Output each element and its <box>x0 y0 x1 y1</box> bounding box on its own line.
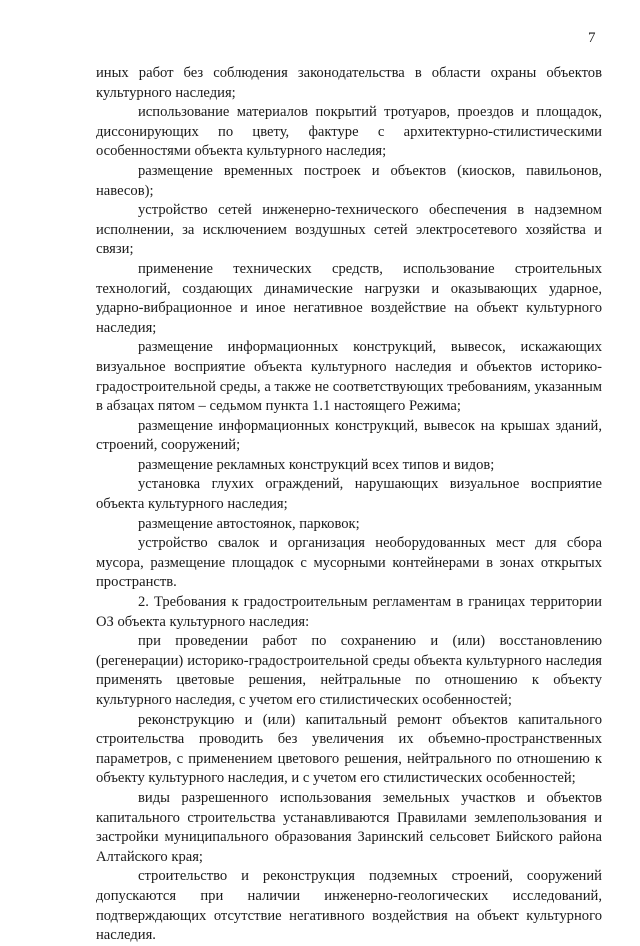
paragraph: виды разрешенного использования земельных участков и объектов капитального строительства устанавливаются Правилами землепользования и застройки муниципального образования Заринский сельсовет Бийского района Алтайского края; <box>96 789 602 865</box>
paragraph: размещение рекламных конструкций всех типов и видов; <box>138 456 495 473</box>
paragraph: строительство и реконструкция подземных строений, сооружений допускаются при наличии инженерно-геологических исследований, подтверждающих отсутствие негативного воздействия на объект культурного наследия. <box>96 868 602 944</box>
paragraph: устройство свалок и организация необорудованных мест для сбора мусора, размещение площадок с мусорными контейнерами в зонах открытых пространств. <box>96 535 602 591</box>
paragraph: реконструкцию и (или) капитальный ремонт объектов капитального строительства проводить без увеличения их объемно-пространственных параметров, с применением цветового решения, нейтрального по отношению к объекту культурного наследия, и с учетом его стилистических особенностей; <box>96 711 602 787</box>
section-heading-paragraph: 2. Требования к градостроительным регламентам в границах территории ОЗ объекта культурного наследия: <box>96 594 602 630</box>
paragraph: применение технических средств, использование строительных технологий, создающих динамические нагрузки и оказывающих ударное, ударно-вибрационное и иное негативное воздействие на объект культурного наследия; <box>96 260 602 336</box>
document-body <box>96 64 602 946</box>
page-number: 7 <box>588 30 596 46</box>
paragraph: размещение временных построек и объектов (киосков, павильонов, навесов); <box>96 162 602 199</box>
paragraph: размещение информационных конструкций, вывесок на крышах зданий, строений, сооружений; <box>96 417 602 454</box>
paragraph: размещение информационных конструкций, вывесок, искажающих визуальное восприятие объекта культурного наследия и объектов историко-градостроительной среды, а также не соответствующих требованиям, указанным в абзацах пятом – седьмом пункта 1.1 настоящего Режима; <box>96 339 602 415</box>
paragraph: размещение автостоянок, парковок; <box>138 515 360 532</box>
paragraph: иных работ без соблюдения законодательства в области охраны объектов культурного наследия; <box>96 65 602 101</box>
paragraph: при проведении работ по сохранению и (или) восстановлению (регенерации) историко-градостроительной среды объекта культурного наследия применять цветовые решения, нейтральные по отношению к объекту культурного наследия, с учетом его стилистических особенностей; <box>96 633 602 708</box>
paragraph: установка глухих ограждений, нарушающих визуальное восприятие объекта культурного наследия; <box>96 476 602 513</box>
paragraph: использование материалов покрытий тротуаров, проездов и площадок, диссонирующих по цвету, фактуре с архитектурно-стилистическими особенностями объекта культурного наследия; <box>96 104 602 160</box>
paragraph: устройство сетей инженерно-технического обеспечения в надземном исполнении, за исключением воздушных сетей электросетевого хозяйства и связи; <box>96 202 602 258</box>
